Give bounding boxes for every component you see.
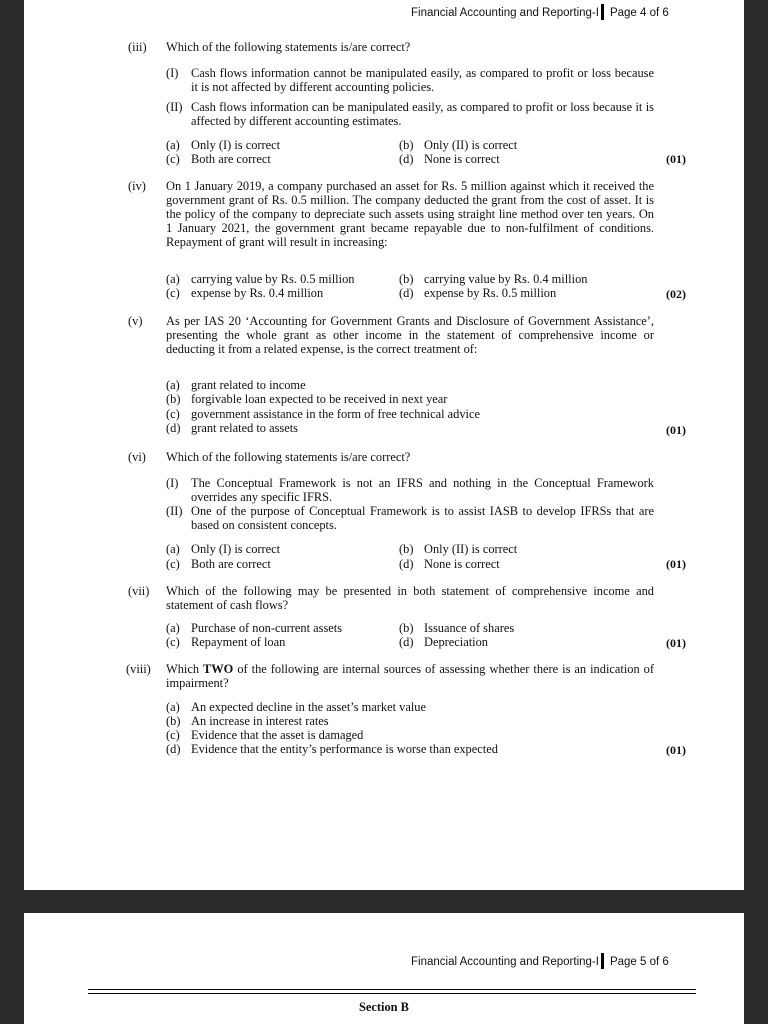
option-text: carrying value by Rs. 0.4 million (424, 272, 588, 286)
option (399, 557, 500, 572)
stem-text: Which (166, 662, 204, 676)
option (166, 742, 498, 757)
option (166, 714, 329, 729)
marks: (01) (666, 636, 686, 650)
exam-page-5 (24, 913, 744, 1024)
statement-label: (II) (166, 100, 183, 114)
stem-emphasis: TWO (203, 662, 234, 676)
header-divider (601, 4, 604, 20)
option-label: (b) (166, 392, 181, 406)
option (166, 635, 285, 650)
question-number: (v) (128, 314, 143, 328)
option-label: (d) (166, 421, 181, 435)
option (399, 542, 517, 557)
option (166, 272, 354, 287)
question-stem: As per IAS 20 ‘Accounting for Government Grants and Disclosure of Government Assistance’, presenting the whole grant as other income in the statement of comprehensive income or deducting it from a related expense, is the correct treatment of: (166, 314, 654, 356)
option-text: An increase in interest rates (191, 714, 329, 728)
question-stem: Which of the following statements is/are correct? (166, 40, 411, 54)
option-label: (d) (399, 286, 414, 300)
statement (166, 67, 654, 94)
option-text: expense by Rs. 0.4 million (191, 286, 324, 300)
option-text: Only (I) is correct (191, 542, 281, 556)
option-text: Evidence that the entity’s performance is worse than expected (191, 742, 498, 756)
option-label: (b) (399, 621, 414, 635)
option-label: (a) (166, 138, 180, 152)
option-text: Depreciation (424, 635, 488, 649)
option-text: Both are correct (191, 152, 271, 166)
option-label: (d) (399, 635, 414, 649)
option-text: Issuance of shares (424, 621, 515, 635)
page-number: Page 5 of 6 (609, 956, 669, 968)
option (166, 421, 298, 436)
option (399, 138, 517, 153)
option (166, 286, 323, 301)
option (166, 392, 447, 407)
option-text: An expected decline in the asset’s market value (191, 700, 426, 714)
statement-label: (II) (166, 504, 183, 518)
page-header (411, 953, 669, 969)
option (166, 700, 426, 715)
header-divider (601, 953, 604, 969)
option-label: (c) (166, 407, 180, 421)
option-text: Both are correct (191, 557, 271, 571)
option-label: (b) (399, 542, 414, 556)
option-text: grant related to assets (191, 421, 299, 435)
option (166, 407, 480, 422)
section-title: Section B (359, 1000, 409, 1014)
option-label: (d) (399, 557, 414, 571)
option-label: (a) (166, 621, 180, 635)
option-label: (a) (166, 272, 180, 286)
option-text: Purchase of non-current assets (191, 621, 343, 635)
option (166, 557, 271, 572)
course-title: Financial Accounting and Reporting-I (411, 7, 599, 19)
question-number: (vi) (128, 450, 146, 464)
option-text: None is correct (424, 152, 500, 166)
option-label: (c) (166, 728, 180, 742)
page-header (411, 4, 669, 20)
statement-label: (I) (166, 476, 179, 490)
statement (166, 477, 654, 504)
statement-text: One of the purpose of Conceptual Framework is to assist IASB to develop IFRSs that are based on consistent concepts. (191, 504, 654, 532)
section-rule (88, 993, 696, 994)
statement-text: Cash flows information cannot be manipulated easily, as compared to profit or loss because it is not affected by different accounting policies. (191, 66, 654, 94)
statement-text: The Conceptual Framework is not an IFRS and nothing in the Conceptual Framework overrides any specific IFRS. (191, 476, 654, 504)
marks: (01) (666, 423, 686, 437)
option-label: (d) (399, 152, 414, 166)
option-label: (a) (166, 542, 180, 556)
question-stem: Which of the following may be presented in both statement of comprehensive income and statement of cash flows? (166, 584, 654, 612)
marks: (01) (666, 743, 686, 757)
option (166, 621, 342, 636)
option-label: (b) (399, 272, 414, 286)
option-label: (d) (166, 742, 181, 756)
question-stem: On 1 January 2019, a company purchased an asset for Rs. 5 million against which it received the government grant of Rs. 0.5 million. The company deducted the grant from the cost of asset. It is the policy of the company to depreciate such assets using straight line method over ten years. On 1 January 2021, the government grant became repayable due to non-fulfilment of conditions. Repayment of grant will result in increasing: (166, 179, 654, 249)
option (166, 542, 280, 557)
statement-label: (I) (166, 66, 179, 80)
question-number: (vii) (128, 584, 150, 598)
option-label: (a) (166, 700, 180, 714)
page-number: Page 4 of 6 (609, 7, 669, 19)
option-text: Only (I) is correct (191, 138, 281, 152)
option-text: Only (II) is correct (424, 138, 518, 152)
statement (166, 101, 654, 128)
option-text: forgivable loan expected to be received in next year (191, 392, 448, 406)
option (166, 152, 271, 167)
option-label: (b) (166, 714, 181, 728)
marks: (02) (666, 287, 686, 301)
option-text: Evidence that the asset is damaged (191, 728, 364, 742)
question-number: (iii) (128, 40, 147, 54)
section-rule (88, 989, 696, 990)
option-label: (c) (166, 286, 180, 300)
option-text: None is correct (424, 557, 500, 571)
marks: (01) (666, 152, 686, 166)
option-text: carrying value by Rs. 0.5 million (191, 272, 355, 286)
question-stem (166, 662, 654, 690)
statement-text: Cash flows information can be manipulated easily, as compared to profit or loss because it is affected by different accounting estimates. (191, 100, 654, 128)
statement (166, 505, 654, 532)
option-label: (c) (166, 152, 180, 166)
option (399, 152, 500, 167)
option (399, 272, 587, 287)
course-title: Financial Accounting and Reporting-I (411, 956, 599, 968)
marks: (01) (666, 557, 686, 571)
option-label: (c) (166, 557, 180, 571)
question-stem: Which of the following statements is/are correct? (166, 450, 411, 464)
exam-page-4 (24, 0, 744, 890)
option-text: Only (II) is correct (424, 542, 518, 556)
option-label: (a) (166, 378, 180, 392)
option-label: (b) (399, 138, 414, 152)
option-text: Repayment of loan (191, 635, 286, 649)
option (166, 728, 363, 743)
option-label: (c) (166, 635, 180, 649)
option (166, 138, 280, 153)
option (166, 378, 306, 393)
option (399, 621, 514, 636)
option-text: expense by Rs. 0.5 million (424, 286, 557, 300)
stem-text: of the following are internal sources of assessing whether there is an indication of impairment? (166, 662, 654, 690)
option (399, 635, 488, 650)
question-number: (iv) (128, 179, 146, 193)
option (399, 286, 556, 301)
option-text: grant related to income (191, 378, 306, 392)
question-number: (viii) (126, 662, 151, 676)
option-text: government assistance in the form of free technical advice (191, 407, 480, 421)
